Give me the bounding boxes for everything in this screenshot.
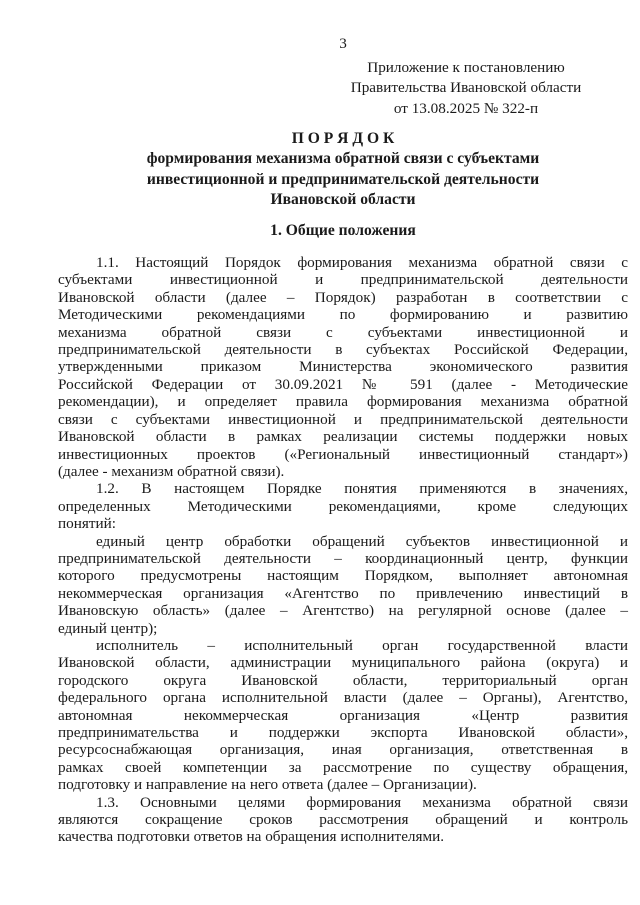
text-line: некоммерческая организация «Агентство по привлечению инвестиций в (58, 584, 628, 602)
document-title (58, 129, 628, 210)
document-body (58, 254, 628, 846)
text-line: единый центр обработки обращений субъектов инвестиционной и (96, 532, 628, 550)
text-line: понятий: (58, 515, 116, 533)
text-line: предпринимательства и поддержки экспорта Ивановской области», (58, 724, 628, 741)
text-line: качества подготовки ответов на обращения исполнителями. (58, 828, 445, 846)
text-line: 1.3. Основными целями формирования механизма обратной связи (96, 793, 628, 811)
text-line: подготовку и направление на него ответа (далее – Организации). (58, 776, 477, 794)
text-line: рамках своей компетенции за рассмотрение по существу обращения, (58, 758, 628, 776)
text-line: Ивановской области в рамках реализации системы поддержки новых (58, 428, 628, 446)
text-line: (далее - механизм обратной связи). (58, 462, 285, 480)
title-line: П О Р Я Д О К (291, 130, 395, 148)
text-line: 1.2. В настоящем Порядке понятия применяются в значениях, (96, 480, 628, 498)
text-line: предпринимательской деятельности – координационный центр, функции (58, 549, 628, 567)
text-line: федерального органа исполнительной власти (далее – Органы), Агентство, (58, 689, 628, 707)
paragraph (58, 480, 628, 532)
text-line: 1.1. Настоящий Порядок формирования механизма обратной связи с (96, 254, 628, 272)
paragraph (58, 533, 628, 637)
text-line: рекомендации), и определяет правила формирования механизма обратной (58, 393, 628, 411)
text-line: исполнитель – исполнительный орган государственной власти (96, 636, 628, 654)
text-line: определенных Методическими рекомендациями, кроме следующих (58, 497, 628, 515)
text-line: являются сокращение сроков рассмотрения обращений и контроль (58, 811, 628, 829)
title-line: Ивановской области (270, 190, 416, 208)
annex-line: от 13.08.2025 № 322-п (393, 99, 539, 117)
text-line: механизма обратной связи с субъектами инвестиционной и (58, 323, 628, 341)
text-line: автономная некоммерческая организация «Центр развития (58, 706, 628, 724)
section-heading: 1. Общие положения (270, 222, 416, 240)
text-line: Методическими рекомендациями по формированию и развитию (58, 306, 628, 324)
annex-block (350, 58, 582, 119)
annex-line: Правительства Ивановской области (350, 79, 582, 97)
title-line: инвестиционной и предпринимательской деятельности (146, 170, 540, 188)
page-number: 3 (339, 35, 347, 52)
title-line: формирования механизма обратной связи с субъектами (146, 150, 540, 168)
text-line: Ивановской области, администрации муниципального района (округа) и (58, 654, 628, 672)
text-line: инвестиционных проектов («Региональный инвестиционный стандарт») (58, 445, 628, 463)
text-line: Ивановскую область» (далее – Агентство) на регулярной основе (далее – (58, 602, 628, 620)
text-line: Российской Федерации от 30.09.2021 № 591 (далее - Методические (58, 375, 628, 393)
text-line: ресурсоснабжающая организация, иная организация, ответственная в (58, 741, 628, 759)
paragraph (58, 794, 628, 846)
text-line: которого предусмотрены настоящим Порядком, выполняет автономная (58, 567, 628, 585)
text-line: утвержденными приказом Министерства экономического развития (58, 358, 628, 376)
paragraph (58, 254, 628, 480)
text-line: связи с субъектами инвестиционной и предпринимательской деятельности (58, 410, 628, 428)
annex-line: Приложение к постановлению (367, 59, 565, 76)
text-line: городского округа Ивановской области, территориальный орган (58, 671, 628, 689)
text-line: единый центр); (58, 619, 158, 637)
text-line: субъектами инвестиционной и предпринимательской деятельности (58, 271, 628, 289)
text-line: Ивановской области (далее – Порядок) разработан в соответствии с (58, 288, 628, 306)
paragraph (58, 637, 628, 794)
text-line: предпринимательской деятельности в субъектах Российской Федерации, (58, 341, 628, 359)
